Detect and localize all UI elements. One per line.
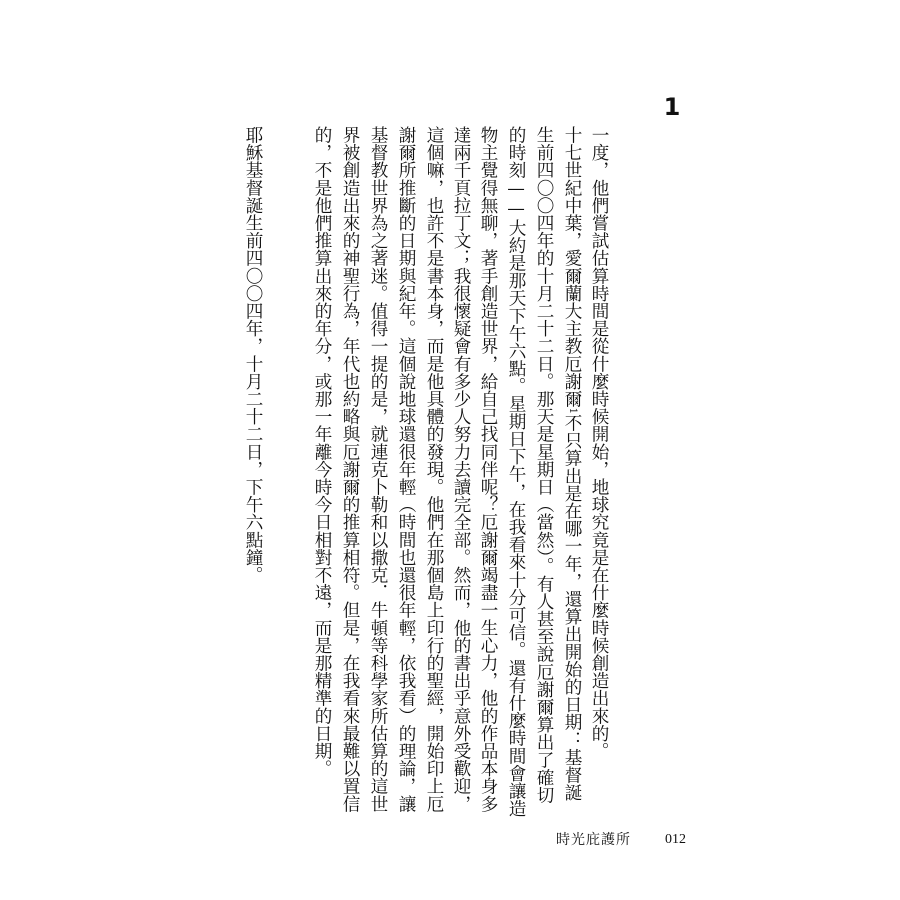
page-number: 012 <box>665 832 686 847</box>
text-column: 達兩千頁拉丁文；我很懷疑會有多少人努力去讀完全部。然而，他的書出乎意外受歡迎， <box>451 126 471 813</box>
text-column: 生前四〇〇四年的十月二十二日。那天是星期日（當然）。有人甚至說厄謝爾算出了確切 <box>534 126 554 804</box>
text-column-with-footnote <box>561 126 583 801</box>
text-column: 謝爾所推斷的日期與紀年。這個說地球還很年輕（時間也還很年輕，依我看）的理論，讓 <box>396 126 416 813</box>
text-column: 界被創造出來的神聖行為，年代也約略與厄謝爾的推算相符。但是，在我看來最難以置信 <box>340 126 360 813</box>
text-column: 這個嘛，也許不是書本身，而是他具體的發現。他們在那個島上印行的聖經，開始印上厄 <box>424 126 444 813</box>
running-footer-title: 時光庇護所 <box>556 832 631 848</box>
text-column: 的時刻——大約是那天下午六點。星期日下午，在我看來十分可信。還有什麼時間會讓造 <box>506 126 526 818</box>
text-segment: 不只算出是在哪一年，還算出開始的日期：基督誕 <box>562 413 582 802</box>
text-column: 基督教世界為之著迷。值得一提的是，就連克卜勒和以撒克．牛頓等科學家所估算的這世 <box>368 126 388 813</box>
text-segment: 十七世紀中葉，愛爾蘭大主教厄謝爾 <box>562 126 582 408</box>
chapter-number: 1 <box>663 93 681 121</box>
footnote-marker: 1 <box>567 407 578 414</box>
text-column: 物主覺得無聊，著手創造世界，給自己找同伴呢？厄謝爾竭盡一生心力，他的作品本身多 <box>478 126 498 813</box>
quoted-date: 耶穌基督誕生前四〇〇四年，十月二十二日，下午六點鐘。 <box>243 126 263 584</box>
text-column: 的，不是他們推算出來的年分，或那一年離今時今日相對不遠，而是那精準的日期。 <box>312 126 332 778</box>
text-column: 一度，他們嘗試估算時間是從什麼時候開始，地球究竟是在什麼時候創造出來的。 <box>589 126 609 760</box>
